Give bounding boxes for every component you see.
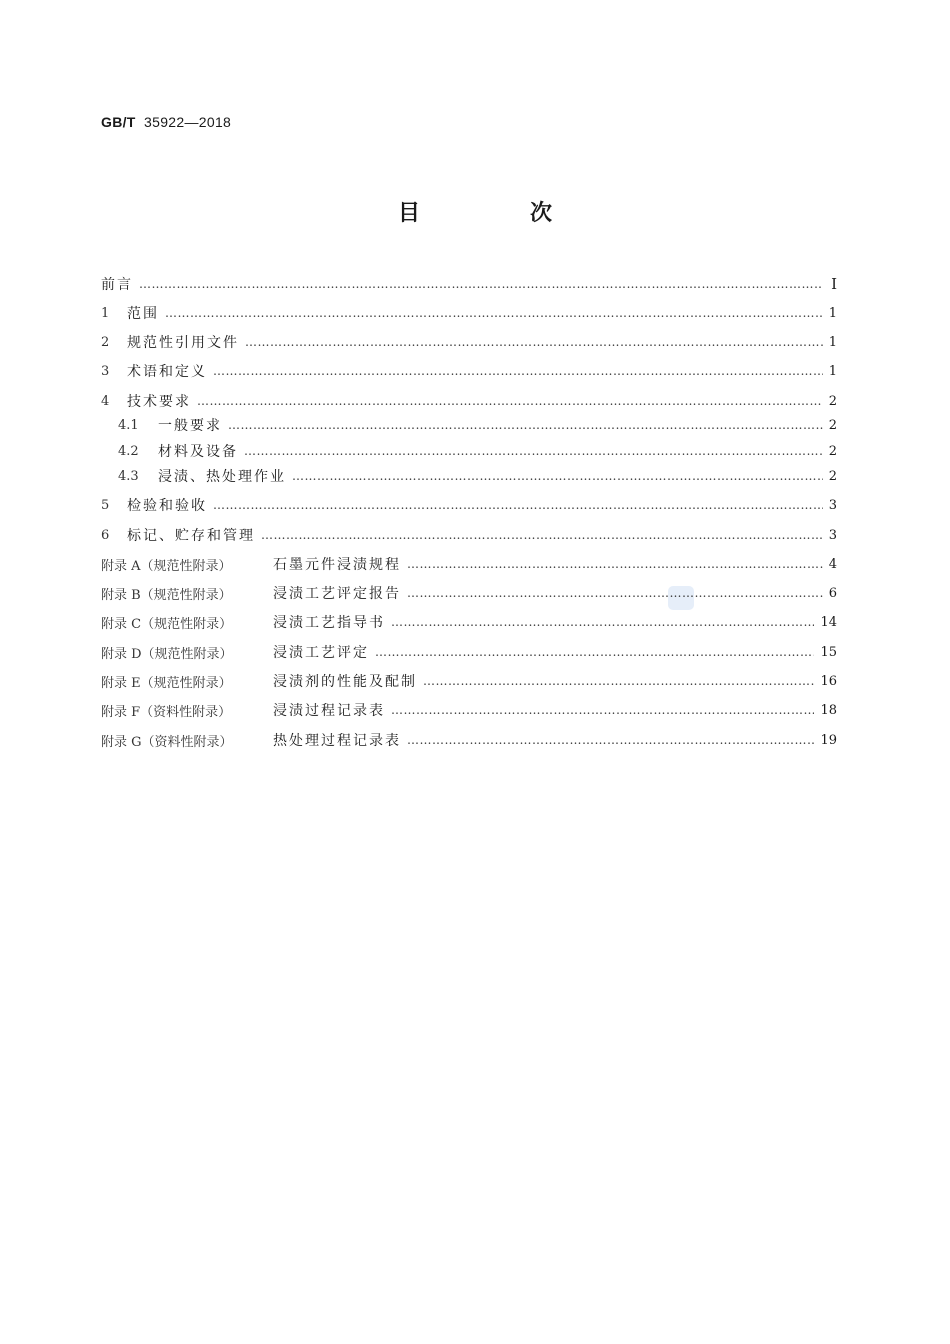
standard-prefix: GB/T <box>101 114 136 130</box>
toc-entry-text: 术语和定义 <box>127 364 207 380</box>
toc-entry-appendix-d[interactable] <box>101 641 837 663</box>
toc-leader-dots <box>407 733 814 747</box>
toc-entry-number: 附录 E（规范性附录） <box>101 675 232 691</box>
toc-leader-dots <box>245 335 823 349</box>
toc-entry-text: 浸渍剂的性能及配制 <box>273 674 417 690</box>
toc-entry-text: 浸渍工艺评定 <box>273 645 369 661</box>
toc-page-number: 2 <box>828 417 837 433</box>
toc-entry-text: 浸渍过程记录表 <box>273 703 385 719</box>
toc-entry-number: 3 <box>101 363 110 379</box>
toc-entry-5[interactable] <box>101 494 837 516</box>
toc-entry-text: 浸渍工艺评定报告 <box>273 586 401 602</box>
toc-entry-text: 材料及设备 <box>158 444 238 460</box>
toc-entry-appendix-b[interactable] <box>101 582 837 604</box>
toc-leader-dots <box>165 306 823 320</box>
toc-leader-dots <box>213 498 823 512</box>
toc-entry-text: 范围 <box>127 306 159 322</box>
toc-leader-dots <box>197 394 823 408</box>
toc-entry-appendix-a[interactable] <box>101 553 837 575</box>
toc-entry-number: 6 <box>101 527 110 543</box>
toc-entry-3[interactable] <box>101 360 837 382</box>
toc-entry-4[interactable] <box>101 390 837 412</box>
toc-entry-text: 一般要求 <box>158 418 222 434</box>
toc-entry-number: 1 <box>101 305 110 321</box>
toc-page-number: 1 <box>828 363 837 379</box>
toc-page-number: 2 <box>828 393 837 409</box>
toc-page-number: Ⅰ <box>831 275 837 293</box>
toc-page-number: 16 <box>820 673 837 689</box>
toc-page-number: 19 <box>820 732 837 748</box>
toc-entry-appendix-e[interactable] <box>101 670 837 692</box>
toc-leader-dots <box>292 469 823 483</box>
toc-entry-4-1[interactable] <box>118 414 837 436</box>
document-code <box>101 114 231 130</box>
toc-page-number: 2 <box>828 443 837 459</box>
toc-entry-text: 检验和验收 <box>127 498 207 514</box>
toc-page-number: 3 <box>828 527 837 543</box>
toc-entry-text: 石墨元件浸渍规程 <box>273 557 401 573</box>
toc-entry-preface[interactable] <box>101 273 837 295</box>
toc-entry-appendix-f[interactable] <box>101 699 837 721</box>
toc-entry-text: 前言 <box>101 277 133 293</box>
toc-entry-number: 5 <box>101 497 110 513</box>
toc-entry-appendix-g[interactable] <box>101 729 837 751</box>
toc-page-number: 6 <box>828 585 837 601</box>
toc-entry-text: 热处理过程记录表 <box>273 733 401 749</box>
toc-entry-4-2[interactable] <box>118 440 837 462</box>
toc-entry-number: 2 <box>101 334 110 350</box>
toc-leader-dots <box>391 703 814 717</box>
toc-entry-number: 4.3 <box>118 468 139 484</box>
toc-entry-text: 标记、贮存和管理 <box>127 528 255 544</box>
toc-entry-appendix-c[interactable] <box>101 611 837 633</box>
toc-entry-number: 附录 G（资料性附录） <box>101 734 233 750</box>
toc-entry-text: 技术要求 <box>127 394 191 410</box>
toc-leader-dots <box>213 364 823 378</box>
toc-entry-2[interactable] <box>101 331 837 353</box>
toc-leader-dots <box>244 444 823 458</box>
toc-entry-number: 附录 F（资料性附录） <box>101 704 232 720</box>
toc-entry-4-3[interactable] <box>118 465 837 487</box>
toc-page-number: 1 <box>828 305 837 321</box>
toc-entry-number: 4.2 <box>118 443 139 459</box>
toc-leader-dots <box>139 277 823 291</box>
toc-entry-1[interactable] <box>101 302 837 324</box>
toc-leader-dots <box>423 674 814 688</box>
toc-leader-dots <box>391 615 814 629</box>
toc-entry-number: 附录 C（规范性附录） <box>101 616 233 632</box>
toc-entry-number: 附录 D（规范性附录） <box>101 646 233 662</box>
toc-leader-dots <box>407 557 823 571</box>
toc-leader-dots <box>261 528 823 542</box>
toc-page-number: 1 <box>828 334 837 350</box>
toc-title: 目 次 <box>397 201 596 226</box>
toc-leader-dots <box>228 418 823 432</box>
toc-page-number: 15 <box>820 644 837 660</box>
toc-page-number: 18 <box>820 702 837 718</box>
toc-entry-number: 附录 B（规范性附录） <box>101 587 232 603</box>
toc-leader-dots <box>375 645 814 659</box>
toc-page-number: 2 <box>828 468 837 484</box>
toc-entry-text: 浸渍工艺指导书 <box>273 615 385 631</box>
toc-page-number: 14 <box>820 614 837 630</box>
toc-entry-text: 浸渍、热处理作业 <box>158 469 286 485</box>
toc-entry-number: 4.1 <box>118 417 139 433</box>
toc-leader-dots <box>407 586 823 600</box>
toc-page-number: 4 <box>828 556 837 572</box>
standard-number: 35922—2018 <box>144 114 232 130</box>
toc-entry-number: 附录 A（规范性附录） <box>101 558 232 574</box>
toc-entry-text: 规范性引用文件 <box>127 335 239 351</box>
toc-page-number: 3 <box>828 497 837 513</box>
toc-entry-6[interactable] <box>101 524 837 546</box>
toc-entry-number: 4 <box>101 393 110 409</box>
